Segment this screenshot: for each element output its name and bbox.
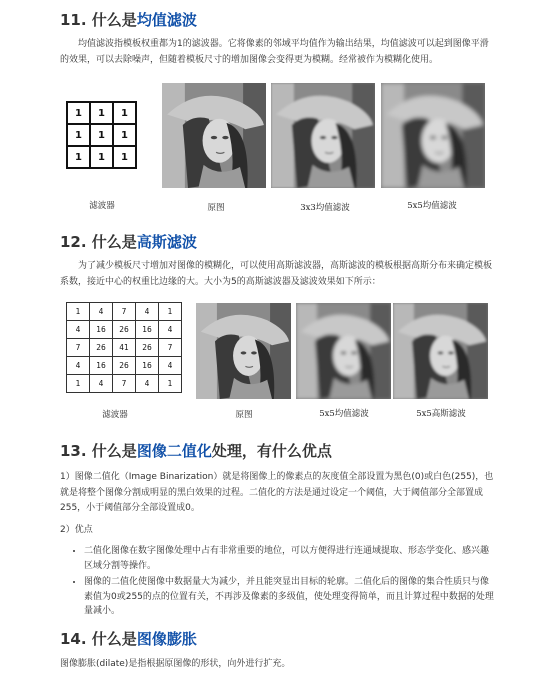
heading-number: 14. — [60, 630, 92, 648]
kernel-cell: 1 — [113, 146, 136, 168]
heading-link[interactable]: 图像膨胀 — [136, 630, 197, 648]
advantages-list — [60, 544, 496, 621]
original-image-2 — [196, 303, 291, 399]
section-14-paragraph: 图像膨胀(dilate)是指根据原图像的形状，向外进行扩充。 — [60, 659, 291, 669]
list-item: • 二值化图像在数字图像处理中占有非常重要的地位，可以方便得进行连通域提取、形态学变化、感兴趣区域分割等操作。 — [84, 544, 496, 573]
kernel-cell: 7 — [113, 375, 136, 393]
kernel-cell: 16 — [136, 357, 159, 375]
section-12-paragraph: 为了减少模板尺寸增加对图像的模糊化，可以使用高斯滤波器，高斯滤波的模板根据高斯分布来确定模板系数，接近中心的权重比边缘的大。大小为5的高斯滤波器及滤波效果如下所示： — [60, 261, 493, 287]
kernel-cell: 1 — [67, 102, 90, 124]
heading-text: 什么是 — [91, 11, 137, 29]
kernel-cell: 4 — [67, 357, 90, 375]
caption-filter-2: 滤波器 — [102, 410, 128, 420]
section-11-paragraph: 均值滤波指模板权重都为1的滤波器。它将像素的邻域平均值作为输出结果，均值滤波可以起到图像平滑的效果，可以去除噪声，但随着模板尺寸的增加图像会变得更为模糊。经常被作为模糊化使用。 — [60, 39, 489, 65]
heading-text: 什么是 — [91, 442, 137, 460]
kernel-cell: 4 — [159, 357, 182, 375]
list-item: • 图像的二值化使图像中数据量大为减少，并且能突显出目标的轮廓。二值化后的图像的集合性质只与像素值为0或255的点的位置有关，不再涉及像素的多级值，使处理变得简单，而且计算过程中数据的处理量减小。 — [84, 575, 496, 619]
section-13-heading — [60, 440, 332, 461]
mean-5x5-image — [381, 83, 485, 188]
kernel-cell: 1 — [159, 375, 182, 393]
mean-kernel-3x3 — [66, 101, 137, 169]
kernel-cell: 1 — [67, 146, 90, 168]
kernel-cell: 1 — [159, 303, 182, 321]
heading-text: 什么是 — [91, 630, 137, 648]
caption-mean-5x5-2: 5x5均值滤波 — [319, 409, 369, 419]
gaussian-5x5-image — [393, 303, 488, 399]
kernel-cell: 16 — [90, 357, 113, 375]
kernel-cell: 1 — [90, 124, 113, 146]
section-13-paragraph: 1）图像二值化（Image Binarization）就是将图像上的像素点的灰度值全部设置为黑色(0)或白色(255)，也就是将整个图像分割成明显的黑白效果的过程。二值化的方法是通过设定一个阈值，大于阈值部分全部置成255，小于阈值部分全部设置成0。 — [60, 472, 494, 513]
heading-link[interactable]: 图像二值化 — [136, 442, 212, 460]
caption-mean-3x3: 3x3均值滤波 — [300, 203, 350, 213]
heading-link[interactable]: 高斯滤波 — [136, 233, 197, 251]
kernel-cell: 26 — [136, 339, 159, 357]
heading-text: 什么是 — [91, 233, 137, 251]
section-13-subheading: 2）优点 — [60, 525, 93, 535]
kernel-cell: 1 — [67, 124, 90, 146]
section-11-heading — [60, 9, 197, 30]
kernel-cell: 1 — [90, 146, 113, 168]
caption-filter: 滤波器 — [89, 201, 115, 211]
original-image-1 — [162, 83, 266, 188]
kernel-cell: 26 — [113, 357, 136, 375]
kernel-cell: 1 — [67, 375, 90, 393]
kernel-cell: 1 — [113, 102, 136, 124]
kernel-cell: 4 — [90, 375, 113, 393]
heading-text-tail: 处理，有什么优点 — [211, 442, 332, 460]
kernel-cell: 26 — [90, 339, 113, 357]
gaussian-kernel-5x5 — [66, 302, 182, 393]
caption-original: 原图 — [207, 203, 225, 213]
caption-gaussian-5x5: 5x5高斯滤波 — [416, 409, 466, 419]
kernel-cell: 7 — [159, 339, 182, 357]
mean-5x5-image-2 — [296, 303, 391, 399]
kernel-cell: 16 — [90, 321, 113, 339]
heading-number: 12. — [60, 233, 92, 251]
kernel-cell: 41 — [113, 339, 136, 357]
kernel-cell: 4 — [159, 321, 182, 339]
heading-link[interactable]: 均值滤波 — [136, 11, 197, 29]
heading-number: 13. — [60, 442, 92, 460]
kernel-cell: 1 — [90, 102, 113, 124]
kernel-cell: 4 — [67, 321, 90, 339]
kernel-cell: 4 — [90, 303, 113, 321]
kernel-cell: 1 — [67, 303, 90, 321]
caption-mean-5x5: 5x5均值滤波 — [407, 201, 457, 211]
kernel-cell: 7 — [113, 303, 136, 321]
heading-number: 11. — [60, 11, 92, 29]
caption-original-2: 原图 — [235, 410, 253, 420]
kernel-cell: 4 — [136, 375, 159, 393]
kernel-cell: 7 — [67, 339, 90, 357]
kernel-cell: 26 — [113, 321, 136, 339]
kernel-cell: 4 — [136, 303, 159, 321]
kernel-cell: 1 — [113, 124, 136, 146]
kernel-cell: 16 — [136, 321, 159, 339]
mean-3x3-image — [271, 83, 375, 188]
section-14-heading — [60, 628, 197, 649]
section-12-heading — [60, 231, 197, 252]
